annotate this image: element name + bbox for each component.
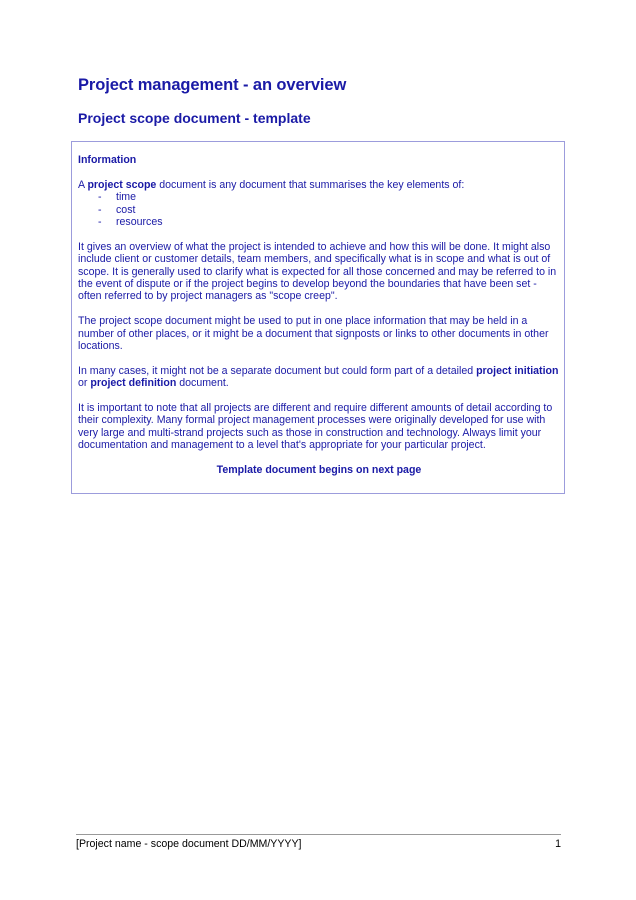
separate-text-middle: or [78,377,91,390]
list-item-label: cost [116,203,136,216]
list-item-label: resources [116,216,163,229]
list-item-time [78,191,560,203]
location-paragraph: The project scope document might be used to put in one place information that may be held in a number of other places, or it might be a document that signposts or links to other documents in other locations. [78,315,549,353]
separate-document-paragraph [78,365,560,390]
overview-paragraph: It gives an overview of what the project is intended to achieve and how this will be done. It might also include client or customer details, team members, and specifically what is in scope and what is out of scope. It is generally used to clarify what is expected for all those concerned and may be referred to in the event of dispute or if the project begins to develop beyond the boundaries that have been set - often referred to by project managers as "scope creep". [78,240,557,303]
list-item-label: time [116,191,137,204]
intro-paragraph [78,179,560,191]
information-heading: Information [78,154,137,166]
important-note-paragraph: It is important to note that all projects are different and require different amounts of detail according to their complexity. Many formal project management processes were originally developed for use with very large and multi-strand projects such as those in construction and technology. Always limit your documentation and management to a level that's appropriate for your particular project. [78,402,553,452]
dash-bullet-icon: - [98,216,102,229]
separate-text-after: document. [176,377,229,390]
bold-term-project-definition: project definition [90,377,177,390]
page-subtitle: Project scope document - template [78,110,311,126]
list-item-cost [78,204,560,216]
footer-document-label: [Project name - scope document DD/MM/YYYY] [76,838,302,850]
intro-bold-term: project scope [87,178,157,191]
page-footer [76,834,561,850]
key-elements-list [78,191,560,228]
bold-term-project-initiation: project initiation [476,364,559,377]
dash-bullet-icon: - [98,191,102,204]
page-title: Project management - an overview [78,76,347,94]
dash-bullet-icon: - [98,203,102,216]
intro-text-before: A [78,178,88,191]
information-box [71,141,565,494]
information-content [78,154,560,476]
intro-text-after: document is any document that summarises the key elements of: [156,178,465,191]
separate-text-before: In many cases, it might not be a separate document but could form part of a detailed [78,364,477,377]
footer-page-number: 1 [555,838,561,850]
template-begins-note: Template document begins on next page [216,464,422,477]
list-item-resources [78,216,560,228]
